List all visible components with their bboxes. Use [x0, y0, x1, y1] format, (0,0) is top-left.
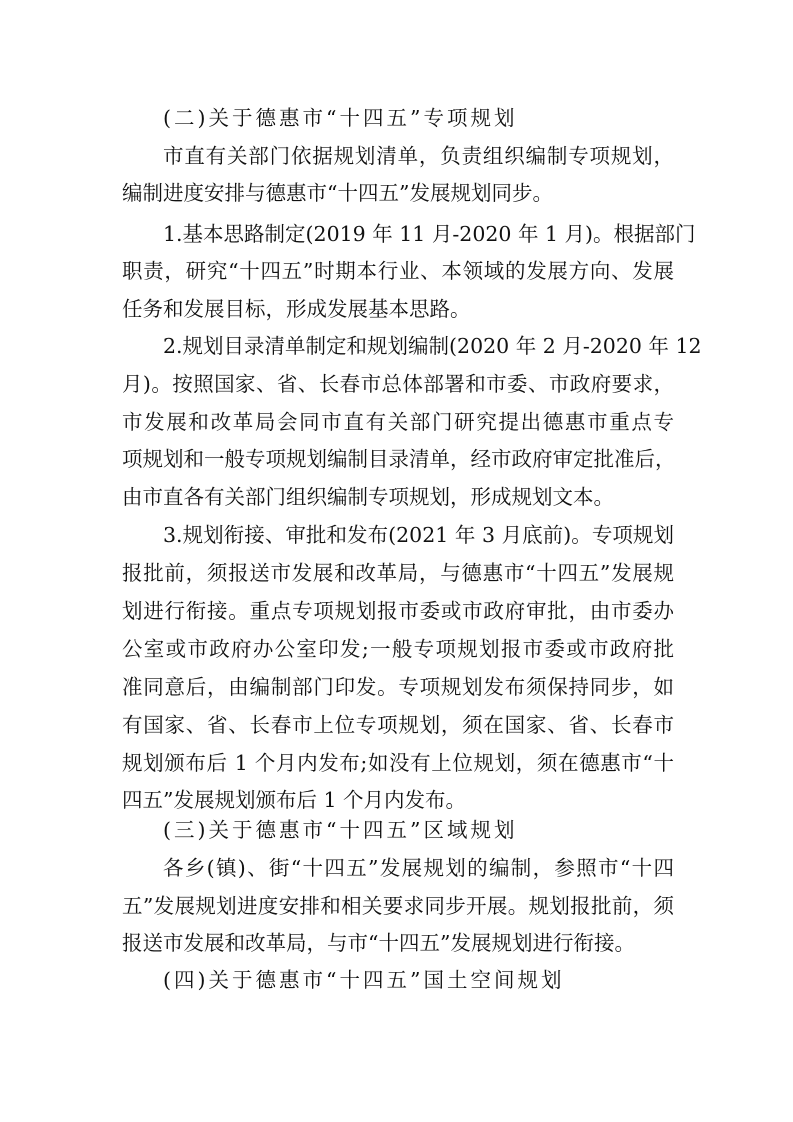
paragraph-line: 由市直各有关部门组织编制专项规划，形成规划文本。 — [122, 485, 614, 509]
paragraph-line: 准同意后，由编制部门印发。专项规划发布须保持同步，如 — [122, 675, 674, 699]
paragraph-line: 报送市发展和改革局，与市“十四五”发展规划进行衔接。 — [122, 931, 635, 955]
paragraph-line: 项规划和一般专项规划编制目录清单，经市政府审定批准后， — [122, 447, 676, 471]
section-heading: (四)关于德惠市“十四五”国土空间规划 — [163, 968, 565, 992]
paragraph-line: 划进行衔接。重点专项规划报市委或市政府审批，由市委办 — [122, 599, 674, 623]
paragraph-line: 五”发展规划进度安排和相关要求同步开展。规划报批前，须 — [122, 894, 674, 918]
paragraph-line: 任务和发展目标，形成发展基本思路。 — [122, 297, 471, 321]
paragraph-line: 月)。按照国家、省、长春市总体部署和市委、市政府要求， — [122, 372, 674, 396]
paragraph-line: 编制进度安排与德惠市“十四五”发展规划同步。 — [122, 181, 553, 205]
paragraph-line: 规划颁布后 1 个月内发布;如没有上位规划，须在德惠市“十 — [122, 751, 674, 775]
paragraph-line: 2.规划目录清单制定和规划编制(2020 年 2 月-2020 年 12 — [163, 334, 702, 358]
paragraph-line: 1.基本思路制定(2019 年 11 月-2020 年 1 月)。根据部门 — [163, 222, 696, 246]
paragraph-line: 四五”发展规划颁布后 1 个月内发布。 — [122, 788, 467, 812]
paragraph-line: 公室或市政府办公室印发;一般专项规划报市委或市政府批 — [122, 637, 674, 661]
paragraph-line: 各乡(镇)、街“十四五”发展规划的编制，参照市“十四 — [163, 856, 674, 880]
paragraph-line: 市直有关部门依据规划清单，负责组织编制专项规划， — [163, 144, 674, 168]
paragraph-line: 3.规划衔接、审批和发布(2021 年 3 月底前)。专项规划 — [163, 523, 674, 547]
paragraph-line: 有国家、省、长春市上位专项规划，须在国家、省、长春市 — [122, 713, 674, 737]
section-heading: (三)关于德惠市“十四五”区域规划 — [163, 818, 518, 842]
section-heading: (二)关于德惠市“十四五”专项规划 — [163, 106, 518, 130]
paragraph-line: 报批前，须报送市发展和改革局，与德惠市“十四五”发展规 — [122, 561, 674, 585]
paragraph-line: 市发展和改革局会同市直有关部门研究提出德惠市重点专 — [122, 410, 674, 434]
paragraph-line: 职责，研究“十四五”时期本行业、本领域的发展方向、发展 — [122, 259, 674, 283]
